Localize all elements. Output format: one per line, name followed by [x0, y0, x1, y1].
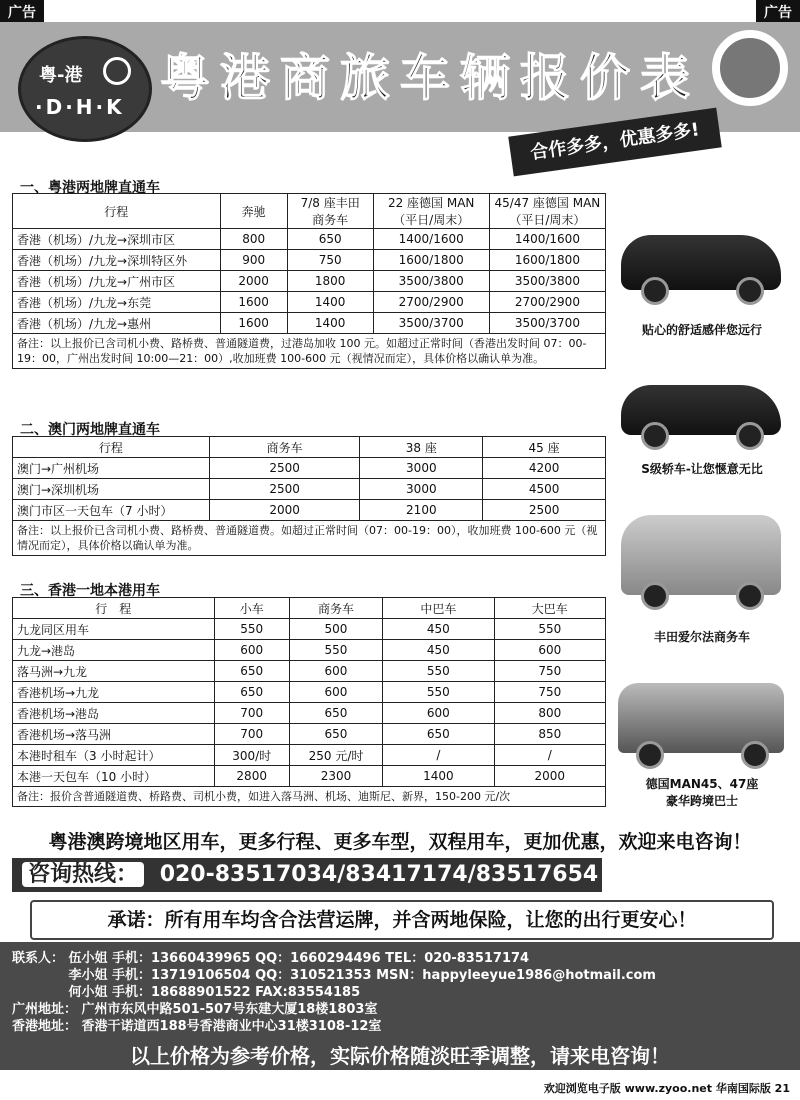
table-cell: 1400/1600 — [489, 229, 605, 250]
table-cell: 650 — [287, 229, 373, 250]
table-cell: 900 — [220, 250, 287, 271]
table-cell: 3500/3800 — [373, 271, 489, 292]
table-cell: 3000 — [360, 479, 483, 500]
table-header: 38 座 — [360, 437, 483, 458]
section2-table — [12, 436, 606, 556]
section3-title: 三、香港一地本港用车 — [20, 583, 160, 599]
table-cell: 香港（机场）/九龙→深圳市区 — [13, 229, 221, 250]
table-cell: 2000 — [209, 500, 360, 521]
table-cell: 2800 — [214, 766, 289, 787]
table-cell: 落马洲→九龙 — [13, 661, 215, 682]
table-cell: 1400 — [383, 766, 494, 787]
table-cell: 450 — [383, 619, 494, 640]
table-cell: 澳门→广州机场 — [13, 458, 210, 479]
table-cell: 澳门→深圳机场 — [13, 479, 210, 500]
table-cell: 2700/2900 — [373, 292, 489, 313]
table-header: 22 座德国 MAN （平日/周末） — [373, 194, 489, 229]
table-header: 7/8 座丰田 商务车 — [287, 194, 373, 229]
table-cell: 550 — [494, 619, 605, 640]
table-cell: 香港机场→港岛 — [13, 703, 215, 724]
table-cell: 1800 — [287, 271, 373, 292]
hotline-bar: 咨询热线： 020-83517034/83417174/83517654 — [12, 858, 602, 892]
table-header: 大巴车 — [494, 598, 605, 619]
table-row — [13, 250, 606, 271]
table-header: 中巴车 — [383, 598, 494, 619]
table-cell: 600 — [494, 640, 605, 661]
table-cell: 1400 — [287, 313, 373, 334]
table-cell: 1600/1800 — [489, 250, 605, 271]
table-cell: 3000 — [360, 458, 483, 479]
table-cell: 九龙同区用车 — [13, 619, 215, 640]
table-cell: 650 — [289, 703, 382, 724]
table-cell: 750 — [287, 250, 373, 271]
page-footer: 欢迎浏览电子版 www.zyoo.net 华南国际版 21 — [543, 1082, 790, 1095]
table-cell: 九龙→港岛 — [13, 640, 215, 661]
table-row — [13, 271, 606, 292]
table-cell: 1600/1800 — [373, 250, 489, 271]
table-cell: 600 — [289, 661, 382, 682]
table-cell: 3500/3700 — [373, 313, 489, 334]
table-cell: 850 — [494, 724, 605, 745]
table-cell: 本港时租车（3 小时起计） — [13, 745, 215, 766]
table-cell: 650 — [289, 724, 382, 745]
page-title: 粤港商旅车辆报价表 — [160, 48, 700, 107]
table-cell: 本港一天包车（10 小时） — [13, 766, 215, 787]
table-cell: 550 — [383, 661, 494, 682]
table-cell: 3500/3700 — [489, 313, 605, 334]
minivan-icon — [616, 510, 786, 615]
table-row — [13, 661, 606, 682]
table-header: 奔驰 — [220, 194, 287, 229]
table-row — [13, 229, 606, 250]
table-cell: 700 — [214, 703, 289, 724]
table-header: 商务车 — [289, 598, 382, 619]
table-note: 备注：报价含普通隧道费、桥路费、司机小费，如进入落马洲、机场、迪斯尼、新界，150-200 元/次 — [13, 787, 606, 807]
promise-box: 承诺：所有用车均含合法营运牌，并含两地保险，让您的出行更安心！ — [30, 900, 774, 940]
section1-title: 一、粤港两地牌直通车 — [20, 180, 160, 196]
table-header: 45/47 座德国 MAN （平日/周末） — [489, 194, 605, 229]
table-header: 行程 — [13, 437, 210, 458]
table-cell: 750 — [494, 661, 605, 682]
table-cell: 香港机场→落马洲 — [13, 724, 215, 745]
table-cell: 500 — [289, 619, 382, 640]
table-cell: 650 — [383, 724, 494, 745]
table-cell: 2100 — [360, 500, 483, 521]
table-cell: 700 — [214, 724, 289, 745]
table-cell: 2500 — [209, 458, 360, 479]
table-row — [13, 724, 606, 745]
table-row — [13, 458, 606, 479]
table-note: 备注：以上报价已含司机小费、路桥费、普通隧道费，过港岛加收 100 元。如超过正常时间（香港出发时间 07：00-19：00，广州出发时间 10:00—21：00）,收加班费 100-600 元（视情况而定），具体价格以确认单为准。 — [13, 334, 606, 369]
table-row — [13, 619, 606, 640]
table-cell: 2500 — [483, 500, 606, 521]
table-cell: / — [494, 745, 605, 766]
table-row — [13, 766, 606, 787]
table-cell: 澳门市区一天包车（7 小时） — [13, 500, 210, 521]
table-cell: / — [383, 745, 494, 766]
table-cell: 1600 — [220, 292, 287, 313]
table-cell: 550 — [383, 682, 494, 703]
slogan-ribbon: 合作多多，优惠多多! — [508, 108, 722, 177]
table-cell: 香港（机场）/九龙→深圳特区外 — [13, 250, 221, 271]
table-cell: 1400 — [287, 292, 373, 313]
section3-table — [12, 597, 606, 807]
table-cell: 300/时 — [214, 745, 289, 766]
company-logo: 粤-港 ·D·H·K — [18, 36, 152, 142]
table-cell: 2300 — [289, 766, 382, 787]
table-cell: 800 — [220, 229, 287, 250]
table-cell: 800 — [494, 703, 605, 724]
table-cell: 2500 — [209, 479, 360, 500]
table-row — [13, 682, 606, 703]
coach-bus-icon — [616, 675, 786, 770]
table-cell: 250 元/时 — [289, 745, 382, 766]
table-header: 商务车 — [209, 437, 360, 458]
promo-banner: 粤港澳跨境地区用车，更多行程、更多车型，双程用车，更加优惠，欢迎来电咨询！ — [48, 831, 752, 853]
table-note: 备注：以上报价已含司机小费、路桥费、普通隧道费。如超过正常时间（07：00-19：00），收加班费 100-600 元（视情况而定），具体价格以确认单为准。 — [13, 521, 606, 556]
table-cell: 550 — [214, 619, 289, 640]
table-cell: 香港（机场）/九龙→广州市区 — [13, 271, 221, 292]
table-row — [13, 640, 606, 661]
table-header: 行 程 — [13, 598, 215, 619]
table-cell: 香港（机场）/九龙→惠州 — [13, 313, 221, 334]
table-row — [13, 745, 606, 766]
sedan-car-icon — [616, 215, 786, 310]
table-cell: 2700/2900 — [489, 292, 605, 313]
table-cell: 2000 — [220, 271, 287, 292]
steering-wheel-icon — [103, 57, 131, 85]
table-cell: 2000 — [494, 766, 605, 787]
ad-tag-right: 广告 — [756, 0, 800, 24]
table-row — [13, 292, 606, 313]
table-cell: 650 — [214, 661, 289, 682]
table-row — [13, 479, 606, 500]
table-cell: 600 — [383, 703, 494, 724]
table-cell: 香港（机场）/九龙→东莞 — [13, 292, 221, 313]
table-header: 行程 — [13, 194, 221, 229]
section2-title: 二、澳门两地牌直通车 — [20, 422, 160, 438]
table-header: 45 座 — [483, 437, 606, 458]
table-cell: 香港机场→九龙 — [13, 682, 215, 703]
table-cell: 650 — [214, 682, 289, 703]
table-cell: 1400/1600 — [373, 229, 489, 250]
section1-table — [12, 193, 606, 369]
table-row — [13, 313, 606, 334]
table-cell: 550 — [289, 640, 382, 661]
luxury-sedan-icon — [616, 370, 786, 455]
table-cell: 600 — [214, 640, 289, 661]
table-row — [13, 703, 606, 724]
table-header: 小车 — [214, 598, 289, 619]
table-cell: 600 — [289, 682, 382, 703]
table-cell: 1600 — [220, 313, 287, 334]
table-cell: 450 — [383, 640, 494, 661]
contact-section: 联系人： 伍小姐 手机：13660439965 QQ：1660294496 TEL：020-83517174 李小姐 手机：13719106504 QQ：310521353 MSN：happyleeyue1986@hotmail.com 何小姐 手机：18688901522 FAX:83554185 广州地址： 广州市东风中路501-507号东建大厦18楼1803室 香港地址： 香港干诺道西188号香港商业中心31楼3108-12室 — [0, 942, 800, 1070]
table-cell: 4200 — [483, 458, 606, 479]
table-cell: 750 — [494, 682, 605, 703]
ad-tag-left: 广告 — [0, 0, 44, 24]
ring-ornament — [712, 30, 788, 106]
table-cell: 4500 — [483, 479, 606, 500]
footer-note: 以上价格为参考价格，实际价格随淡旺季调整，请来电咨询！ — [130, 1044, 670, 1068]
table-row — [13, 500, 606, 521]
table-cell: 3500/3800 — [489, 271, 605, 292]
